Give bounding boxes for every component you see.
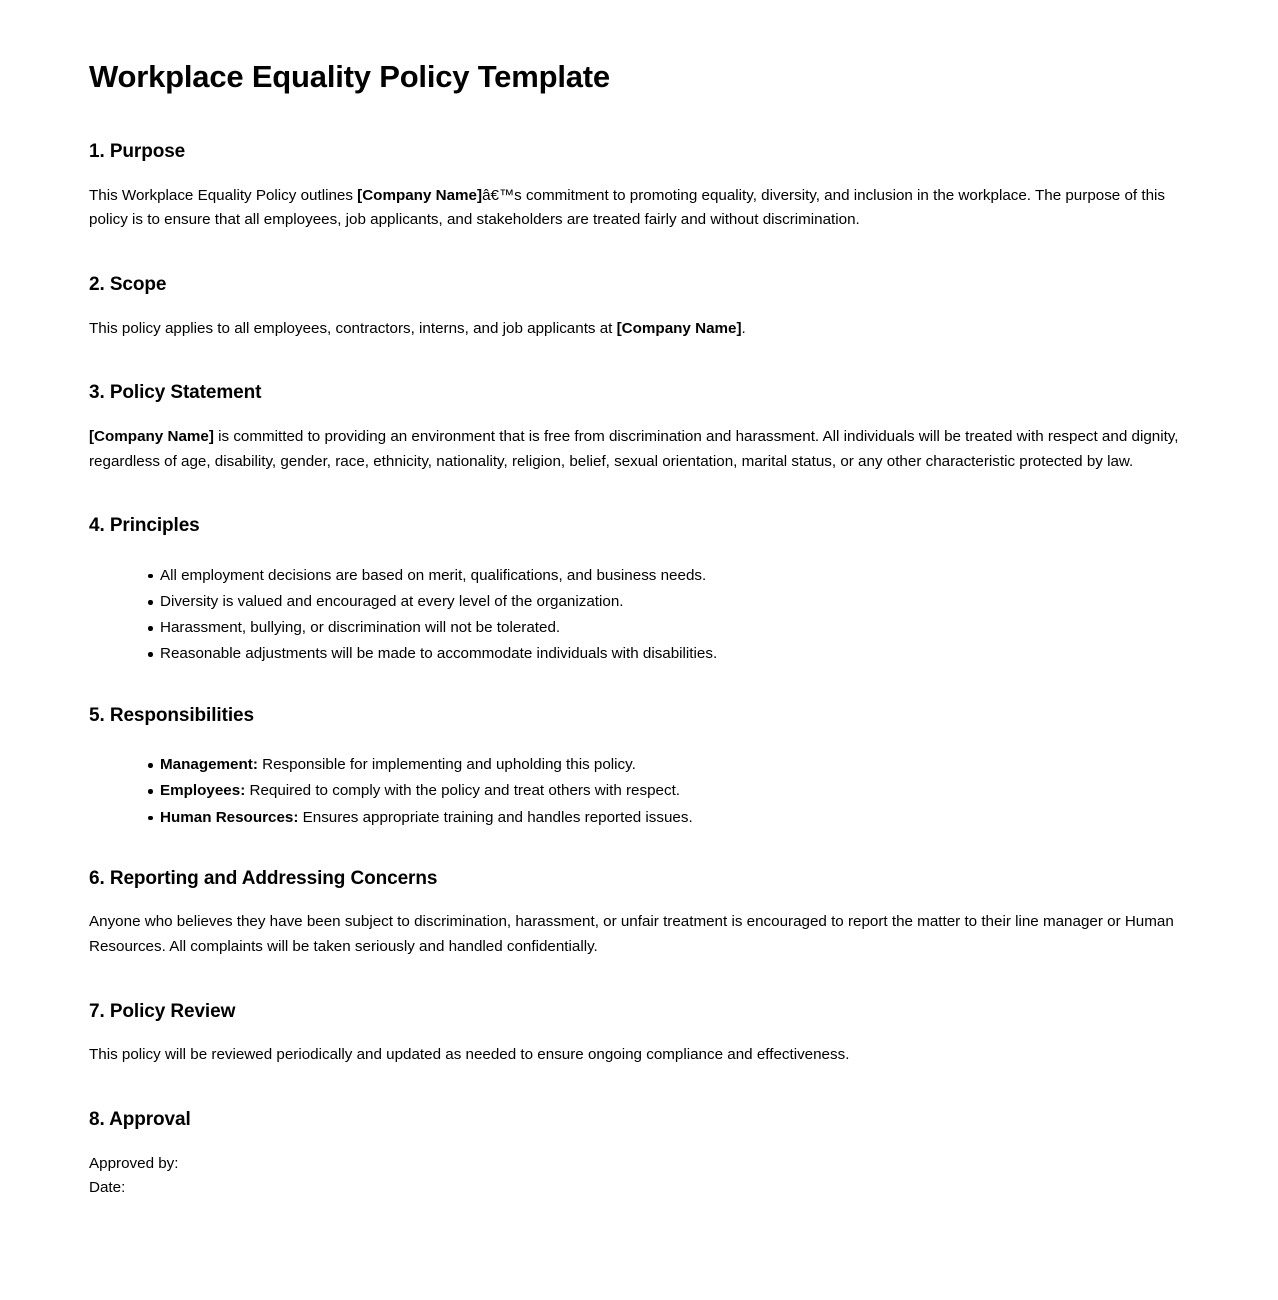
section-heading-policy-statement: 3. Policy Statement bbox=[89, 382, 262, 404]
approved-by-label: Approved by: bbox=[89, 1154, 179, 1172]
page-title: Workplace Equality Policy Template bbox=[89, 59, 610, 94]
section-paragraph-policy-statement bbox=[89, 425, 1185, 474]
list-item-label: Human Resources: bbox=[160, 808, 299, 826]
section-responsibilities bbox=[89, 704, 1185, 831]
spacer bbox=[89, 405, 1185, 425]
paragraph-text-rest: is committed to providing an environment that is free from discrimination and harassment. All individuals will be treated with respect and dignity, regardless of age, disability, gender, race, ethnicity, nationality, religion, belief, sexual orientation, marital status, or any other characteristic protected by law. bbox=[89, 427, 1179, 470]
section-heading-purpose: 1. Purpose bbox=[89, 140, 186, 162]
list-item-text: All employment decisions are based on merit, qualifications, and business needs. bbox=[160, 566, 707, 584]
principles-list bbox=[89, 563, 1185, 668]
section-heading-policy-review: 7. Policy Review bbox=[89, 1000, 236, 1022]
section-policy-review bbox=[89, 1000, 1185, 1068]
section-paragraph-purpose bbox=[89, 184, 1185, 233]
list-item-text: Required to comply with the policy and treat others with respect. bbox=[245, 782, 681, 800]
list-item bbox=[160, 589, 1185, 615]
section-purpose bbox=[89, 140, 1185, 233]
list-item-label: Employees: bbox=[160, 782, 246, 800]
spacer bbox=[89, 297, 1185, 317]
section-principles bbox=[89, 514, 1185, 667]
spacer bbox=[89, 538, 1185, 563]
section-scope bbox=[89, 273, 1185, 341]
list-item-text: Diversity is valued and encouraged at every level of the organization. bbox=[160, 593, 624, 611]
section-paragraph-scope bbox=[89, 317, 1185, 342]
spacer bbox=[89, 727, 1185, 752]
section-heading-responsibilities: 5. Responsibilities bbox=[89, 704, 254, 726]
spacer bbox=[89, 341, 1185, 381]
section-policy-statement bbox=[89, 381, 1185, 474]
spacer bbox=[89, 233, 1185, 273]
paragraph-text-rest: â€™s commitment to promoting equality, diversity, and inclusion in the workplace. The purpose of this policy is to ensure that all employees, job applicants, and stakeholders are treated fairly and without discrimination. bbox=[89, 186, 1165, 229]
spacer bbox=[89, 890, 1185, 910]
section-heading-approval: 8. Approval bbox=[89, 1109, 191, 1131]
spacer bbox=[89, 1023, 1185, 1043]
section-paragraph-reporting: Anyone who believes they have been subject to discrimination, harassment, or unfair treatment is encouraged to report the matter to their line manager or Human Resources. All complaints will be taken seriously and handled confidentially. bbox=[89, 913, 1174, 956]
section-heading-reporting: 6. Reporting and Addressing Concerns bbox=[89, 867, 438, 889]
section-reporting bbox=[89, 867, 1185, 960]
paragraph-text-rest: . bbox=[741, 319, 746, 337]
spacer bbox=[89, 96, 1185, 140]
section-heading-principles: 4. Principles bbox=[89, 515, 200, 537]
spacer bbox=[89, 474, 1185, 514]
list-item-label: Management: bbox=[160, 756, 258, 774]
approval-block bbox=[89, 1152, 1185, 1201]
spacer bbox=[89, 1068, 1185, 1108]
paragraph-text-lead: This policy applies to all employees, contractors, interns, and job applicants at bbox=[89, 319, 617, 337]
list-item-text: Harassment, bullying, or discrimination will not be tolerated. bbox=[160, 619, 561, 637]
responsibilities-list bbox=[89, 752, 1185, 830]
list-item bbox=[160, 752, 1185, 778]
spacer bbox=[89, 960, 1185, 1000]
list-item-text: Reasonable adjustments will be made to accommodate individuals with disabilities. bbox=[160, 645, 718, 663]
spacer bbox=[89, 164, 1185, 184]
company-name-placeholder: [Company Name] bbox=[357, 186, 483, 204]
list-item bbox=[160, 615, 1185, 641]
company-name-placeholder: [Company Name] bbox=[616, 319, 742, 337]
date-label: Date: bbox=[89, 1179, 126, 1197]
section-approval bbox=[89, 1108, 1185, 1201]
list-item bbox=[160, 778, 1185, 804]
spacer bbox=[89, 1132, 1185, 1152]
list-item bbox=[160, 563, 1185, 589]
list-item bbox=[160, 641, 1185, 667]
list-item-text: Ensures appropriate training and handles reported issues. bbox=[298, 808, 693, 826]
company-name-placeholder: [Company Name] bbox=[89, 427, 214, 445]
paragraph-text-lead: This Workplace Equality Policy outlines bbox=[89, 186, 358, 204]
spacer bbox=[89, 831, 1185, 867]
list-item-text: Responsible for implementing and upholding this policy. bbox=[257, 756, 636, 774]
spacer bbox=[89, 668, 1185, 704]
section-heading-scope: 2. Scope bbox=[89, 273, 167, 295]
section-paragraph-policy-review: This policy will be reviewed periodically and updated as needed to ensure ongoing compliance and effectiveness. bbox=[89, 1046, 850, 1064]
list-item bbox=[160, 805, 1185, 831]
